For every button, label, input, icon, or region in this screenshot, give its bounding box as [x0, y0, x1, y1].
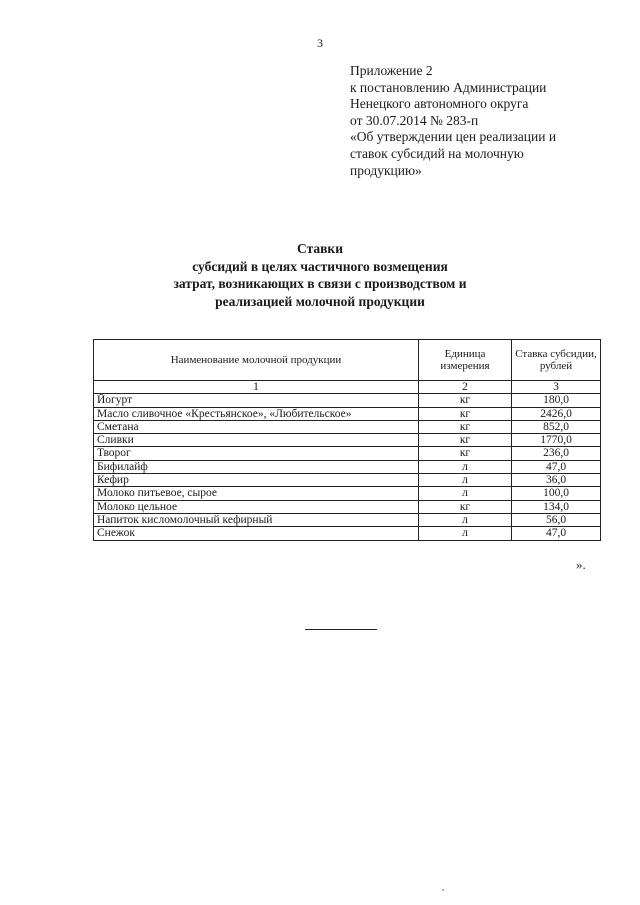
- appendix-line: «Об утверждении цен реализации и: [350, 129, 557, 145]
- closing-quote: ».: [576, 557, 586, 572]
- unit-cell: кг: [419, 447, 512, 460]
- product-name-cell: Творог: [94, 447, 419, 460]
- rate-cell: 236,0: [512, 447, 601, 460]
- rate-cell: 134,0: [512, 500, 601, 513]
- unit-cell: л: [419, 460, 512, 473]
- table-row: [94, 513, 601, 526]
- column-number: 3: [512, 381, 601, 394]
- column-number: 1: [94, 381, 419, 394]
- unit-cell: кг: [419, 420, 512, 433]
- rate-cell: 56,0: [512, 513, 601, 526]
- appendix-line: Приложение 2: [350, 63, 433, 78]
- title-line: субсидий в целях частичного возмещения: [192, 258, 448, 274]
- unit-cell: л: [419, 527, 512, 540]
- appendix-line: продукцию»: [350, 162, 422, 178]
- table-row: [94, 487, 601, 500]
- title-line: затрат, возникающих в связи с производством и: [173, 276, 467, 291]
- product-name-cell: Масло сливочное «Крестьянское», «Любительское»: [94, 407, 419, 420]
- product-name-cell: Сливки: [94, 434, 419, 447]
- appendix-line: к постановлению Администрации: [350, 79, 547, 95]
- product-name-cell: Бифилайф: [94, 460, 419, 473]
- table-row: [94, 447, 601, 460]
- unit-cell: л: [419, 513, 512, 526]
- table-header-row: [94, 340, 601, 381]
- product-name-cell: Сметана: [94, 420, 419, 433]
- appendix-reference: [350, 63, 620, 179]
- table-row: [94, 394, 601, 407]
- separator-line: [305, 629, 377, 630]
- unit-cell: кг: [419, 434, 512, 447]
- table-row: [94, 460, 601, 473]
- unit-cell: л: [419, 487, 512, 500]
- table-row: [94, 407, 601, 420]
- document-title: [0, 240, 640, 310]
- table-row: [94, 527, 601, 540]
- title-line: Ставки: [297, 241, 343, 256]
- page-number: 3: [317, 36, 323, 50]
- rate-cell: 852,0: [512, 420, 601, 433]
- header-product-name: Наименование молочной продукции: [94, 340, 419, 381]
- product-name-cell: Молоко цельное: [94, 500, 419, 513]
- product-name-cell: Напиток кисломолочный кефирный: [94, 513, 419, 526]
- table-row: [94, 474, 601, 487]
- unit-cell: кг: [419, 407, 512, 420]
- rate-cell: 1770,0: [512, 434, 601, 447]
- header-unit: Единица измерения: [419, 340, 512, 381]
- appendix-line: от 30.07.2014 № 283-п: [350, 112, 479, 128]
- product-name-cell: Кефир: [94, 474, 419, 487]
- rate-cell: 47,0: [512, 460, 601, 473]
- table-row: [94, 434, 601, 447]
- appendix-line: Ненецкого автономного округа: [350, 96, 529, 112]
- product-name-cell: Молоко питьевое, сырое: [94, 487, 419, 500]
- subsidy-rates-table: [93, 339, 601, 541]
- rate-cell: 100,0: [512, 487, 601, 500]
- rate-cell: 180,0: [512, 394, 601, 407]
- rate-cell: 2426,0: [512, 407, 601, 420]
- unit-cell: кг: [419, 394, 512, 407]
- unit-cell: кг: [419, 500, 512, 513]
- rate-cell: 36,0: [512, 474, 601, 487]
- appendix-line: ставок субсидий на молочную: [350, 145, 524, 161]
- scan-speck: [442, 889, 444, 891]
- header-rate: Ставка субсидии, рублей: [512, 340, 601, 381]
- product-name-cell: Снежок: [94, 527, 419, 540]
- rate-cell: 47,0: [512, 527, 601, 540]
- table-row: [94, 500, 601, 513]
- column-number-row: [94, 381, 601, 394]
- unit-cell: л: [419, 474, 512, 487]
- title-line: реализацией молочной продукции: [215, 293, 425, 309]
- table-row: [94, 420, 601, 433]
- column-number: 2: [419, 381, 512, 394]
- product-name-cell: Йогурт: [94, 394, 419, 407]
